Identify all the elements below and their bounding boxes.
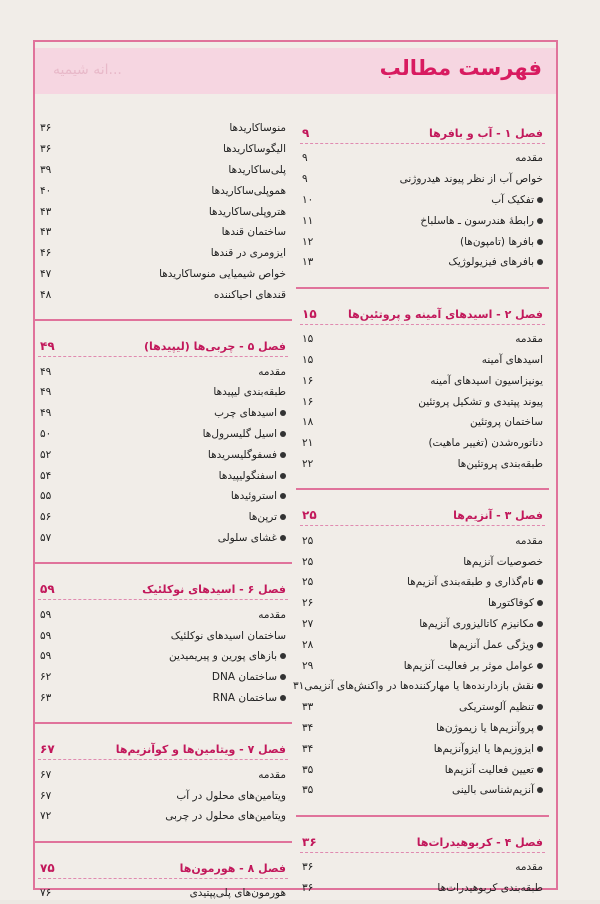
chapter-title: فصل ۷ - ویتامین‌ها و کوآنزیم‌ها (115, 743, 286, 757)
toc-entry-label-wrap (229, 122, 286, 134)
toc-entry-label: یونیزاسیون اسیدهای آمینه (430, 374, 543, 387)
toc-entry-label: رابطهٔ هندرسون ـ هاسلباخ (420, 214, 534, 227)
toc-entry-page: ۵۹ (40, 608, 52, 621)
toc-entry-page: ۹ (302, 152, 308, 165)
bullet-icon (537, 197, 543, 203)
toc-entry-label-wrap (400, 173, 543, 185)
bullet-icon (537, 259, 543, 265)
toc-entry-label-wrap (214, 289, 286, 301)
bullet-icon (537, 663, 543, 669)
toc-entry-label-wrap (452, 784, 543, 796)
chapter-divider (34, 307, 292, 321)
toc-entry-label: استروئیدها (230, 490, 277, 503)
toc-entry-label-wrap (169, 650, 286, 662)
toc-entry[interactable] (38, 465, 288, 486)
toc-entry-label: ساختمان DNA (211, 671, 277, 684)
toc-entry-label-wrap (419, 618, 543, 630)
toc-entry-page: ۶۷ (40, 768, 52, 781)
bullet-icon (537, 579, 543, 585)
chapter-page: ۳۶ (302, 834, 317, 849)
toc-entry-label: نام‌گذاری و طبقه‌بندی آنزیم‌ها (407, 576, 534, 589)
bullet-icon (280, 452, 286, 458)
toc-entry[interactable] (38, 264, 288, 285)
toc-entry-page: ۴۹ (40, 386, 52, 399)
toc-entry-label-wrap (249, 511, 286, 523)
toc-entry[interactable] (38, 667, 288, 688)
chapter-heading[interactable] (38, 574, 288, 600)
toc-entry-label: فسفوگلیسریدها (207, 448, 277, 461)
toc-entry-label-wrap (460, 236, 543, 248)
toc-entry-page: ۲۶ (302, 597, 314, 610)
toc-entry-label-wrap (213, 692, 286, 704)
toc-entry-label: مقدمه (515, 534, 543, 547)
toc-entry-label-wrap (219, 470, 286, 482)
toc-entry[interactable] (300, 759, 545, 780)
toc-entry-label: ترپن‌ها (248, 511, 277, 524)
toc-entry-label: ویتامین‌های محلول در چربی (165, 810, 286, 823)
page-title: فهرست مطالب (379, 56, 542, 80)
toc-entry-label-wrap (223, 143, 286, 155)
toc-entry-page: ۴۳ (40, 205, 52, 218)
toc-entry-label-wrap (437, 882, 543, 894)
toc-entry-page: ۳۶ (40, 122, 52, 135)
chapter-heading[interactable] (38, 331, 288, 357)
toc-entry[interactable] (300, 329, 545, 350)
bullet-icon (537, 746, 543, 752)
bullet-icon (280, 535, 286, 541)
chapter-title: فصل ۴ - کربوهیدرات‌ها (416, 835, 543, 849)
toc-entry[interactable] (38, 646, 288, 667)
toc-entry-label: هورمون‌های پلی‌پپتیدی (189, 887, 286, 900)
toc-entry-label-wrap (214, 407, 286, 419)
toc-entry[interactable] (300, 412, 545, 433)
toc-entry[interactable] (300, 210, 545, 231)
toc-entry-label: خواص شیمیایی منوساکاریدها (159, 267, 286, 280)
toc-entry-page: ۱۶ (302, 374, 314, 387)
toc-entry-label: دناتوره‌شدن (تغییر ماهیت) (428, 437, 543, 450)
toc-entry[interactable] (38, 486, 288, 507)
toc-entry[interactable] (300, 370, 545, 391)
toc-entry-label-wrap (449, 639, 543, 651)
toc-entry-label: طبقه‌بندی لیپیدها (213, 386, 286, 399)
chapter-title: فصل ۲ - اسیدهای آمینه و پروتئین‌ها (347, 307, 543, 321)
toc-entry-label: طبقه‌بندی کربوهیدرات‌ها (437, 881, 543, 894)
toc-entry-label-wrap (428, 437, 543, 449)
toc-entry-page: ۲۹ (302, 659, 314, 672)
toc-entry-label-wrap (211, 185, 286, 197)
chapter-heading[interactable] (300, 500, 545, 526)
toc-entry-page: ۱۰ (302, 193, 314, 206)
toc-entry[interactable] (300, 551, 545, 572)
toc-entry-page: ۱۱ (302, 214, 314, 227)
toc-entry[interactable] (38, 382, 288, 403)
toc-entry-page: ۵۹ (40, 650, 52, 663)
toc-entry-label-wrap (515, 333, 543, 345)
toc-entry-label: خواص آب از نظر پیوند هیدروژنی (399, 173, 543, 186)
toc-entry-label: اسیدهای چرب (214, 407, 277, 420)
chapter-heading[interactable] (38, 853, 288, 879)
toc-entry-label: مقدمه (515, 152, 543, 165)
bullet-icon (537, 787, 543, 793)
toc-entry[interactable] (300, 878, 545, 899)
toc-entry-label-wrap (434, 743, 543, 755)
toc-entry-page: ۵۶ (40, 511, 52, 524)
toc-entry[interactable] (38, 883, 288, 904)
bullet-icon (537, 218, 543, 224)
chapter-page: ۹ (302, 126, 310, 140)
toc-entry-label-wrap (482, 354, 543, 366)
toc-entry-label-wrap (258, 609, 286, 621)
toc-entry-page: ۲۸ (302, 638, 314, 651)
toc-entry[interactable] (38, 806, 288, 827)
toc-entry-page: ۳۴ (302, 721, 314, 734)
toc-entry[interactable] (300, 697, 545, 718)
toc-entry[interactable] (300, 190, 545, 211)
toc-entry-page: ۲۵ (302, 555, 314, 568)
bullet-icon (280, 514, 286, 520)
chapter-title: فصل ۸ - هورمون‌ها (179, 861, 286, 875)
bullet-icon (280, 695, 286, 701)
bullet-icon (280, 431, 286, 437)
toc-entry-page: ۲۱ (302, 437, 314, 450)
toc-entry[interactable] (300, 433, 545, 454)
toc-entry-label-wrap (208, 449, 286, 461)
toc-entry-page: ۲۲ (302, 457, 314, 470)
toc-entry[interactable] (38, 764, 288, 785)
toc-entry-page: ۱۸ (302, 416, 314, 429)
toc-entry[interactable] (38, 243, 288, 264)
chapter-title: فصل ۳ - آنزیم‌ها (453, 509, 543, 523)
toc-entry[interactable] (300, 530, 545, 551)
bullet-icon (280, 653, 286, 659)
bullet-icon (537, 621, 543, 627)
toc-entry-label: خصوصیات آنزیم‌ها (463, 555, 543, 568)
toc-entry-label: تفکیک آب (491, 193, 534, 206)
chapter-heading[interactable] (300, 827, 545, 853)
chapter-page: ۲۵ (302, 508, 317, 523)
toc-entry-page: ۷۶ (40, 887, 52, 900)
toc-entry-label-wrap (418, 396, 543, 408)
toc-entry[interactable] (300, 231, 545, 252)
toc-entry-label-wrap (404, 660, 543, 672)
toc-entry-label: بافرها (تامپون‌ها) (460, 235, 534, 248)
toc-entry-page: ۳۱ (292, 680, 305, 693)
toc-entry-page: ۲۵ (302, 534, 314, 547)
toc-entry-label: ساختمان اسیدهای نوکلئیک (170, 629, 286, 642)
toc-entry-page: ۵۵ (40, 490, 52, 503)
toc-entry-label: ایزوزیم‌ها یا ایزوآنزیم‌ها (433, 742, 534, 755)
bullet-icon (537, 600, 543, 606)
toc-entry-page: ۴۸ (40, 288, 52, 301)
bullet-icon (280, 410, 286, 416)
chapter-page: ۷۵ (40, 860, 55, 875)
toc-entry-label: ساختمان RNA (212, 691, 277, 704)
toc-entry-label: پلی‌ساکاریدها (228, 163, 286, 176)
toc-entry-label: الیگوساکاریدها (223, 143, 286, 156)
toc-header (35, 48, 556, 94)
toc-entry-label-wrap (459, 701, 543, 713)
toc-entry-page: ۴۶ (40, 247, 52, 260)
toc-right-column (292, 118, 545, 898)
toc-entry-label-wrap (171, 630, 286, 642)
toc-entry-label-wrap (407, 576, 543, 588)
toc-entry[interactable] (300, 738, 545, 759)
chapter-divider (296, 803, 549, 817)
toc-entry-label-wrap (515, 861, 543, 873)
toc-entry-label: کوفاکتورها (487, 597, 534, 610)
toc-entry-label-wrap (448, 256, 543, 268)
toc-entry-label: هموپلی‌ساکاریدها (211, 184, 286, 197)
toc-entry-page: ۳۴ (302, 742, 314, 755)
toc-entry-label-wrap (488, 597, 543, 609)
toc-entry[interactable] (38, 528, 288, 549)
toc-entry-label: نقش بازدارنده‌ها یا مهارکننده‌ها در واکنش‌های آنزیمی (304, 680, 534, 693)
toc-entry-label-wrap (222, 226, 286, 238)
chapter-divider (34, 710, 292, 724)
toc-entry-page: ۳۳ (302, 701, 314, 714)
toc-entry[interactable] (38, 625, 288, 646)
toc-entry-page: ۴۰ (40, 184, 52, 197)
toc-entry-page: ۵۹ (40, 629, 52, 642)
toc-entry[interactable] (38, 118, 288, 139)
toc-entry-page: ۹ (302, 173, 308, 186)
header-watermark: ...انه شیمیه (53, 62, 122, 78)
chapter-page: ۱۵ (302, 306, 317, 321)
chapter-title: فصل ۵ - چربی‌ها (لیپیدها) (143, 340, 286, 354)
toc-entry-label-wrap (209, 206, 286, 218)
toc-entry-page: ۴۷ (40, 267, 52, 280)
toc-entry-page: ۳۵ (302, 763, 314, 776)
chapter-heading[interactable] (300, 299, 545, 325)
toc-entry-page: ۴۳ (40, 226, 52, 239)
toc-entry-page: ۱۳ (302, 256, 314, 269)
toc-entry[interactable] (300, 593, 545, 614)
toc-entry[interactable] (300, 572, 545, 593)
chapter-page: ۴۹ (40, 339, 55, 354)
chapter-divider (34, 550, 292, 564)
toc-entry[interactable] (38, 284, 288, 305)
toc-entry-label-wrap (420, 215, 543, 227)
bullet-icon (280, 473, 286, 479)
toc-entry-page: ۴۹ (40, 365, 52, 378)
toc-entry-page: ۵۲ (40, 448, 52, 461)
chapter-heading[interactable] (38, 734, 288, 760)
toc-entry-label-wrap (228, 164, 286, 176)
toc-entry-label: ویژگی عمل آنزیم‌ها (449, 638, 534, 651)
toc-entry[interactable] (38, 604, 288, 625)
bullet-icon (280, 674, 286, 680)
toc-entry[interactable] (300, 634, 545, 655)
chapter-page: ۶۷ (40, 742, 55, 757)
toc-entry-label-wrap (211, 247, 286, 259)
bullet-icon (537, 725, 543, 731)
toc-entry-label-wrap (213, 386, 286, 398)
toc-entry[interactable] (300, 391, 545, 412)
toc-entry[interactable] (38, 139, 288, 160)
toc-entry-page: ۱۵ (302, 333, 314, 346)
chapter-divider (34, 829, 292, 843)
chapter-divider (296, 476, 549, 490)
bullet-icon (537, 239, 543, 245)
toc-entry[interactable] (300, 718, 545, 739)
toc-entry-label-wrap (436, 722, 543, 734)
bullet-icon (537, 683, 543, 689)
toc-entry[interactable] (38, 160, 288, 181)
toc-entry[interactable] (300, 454, 545, 475)
toc-entry-label: بافرهای فیزیولوژیک (448, 256, 534, 269)
toc-entry-label-wrap (430, 375, 543, 387)
toc-entry[interactable] (38, 688, 288, 709)
toc-entry-label: مقدمه (515, 861, 543, 874)
toc-entry-page: ۶۷ (40, 789, 52, 802)
toc-entry[interactable] (38, 361, 288, 382)
toc-entry-label-wrap (515, 152, 543, 164)
toc-entry-label-wrap (159, 268, 286, 280)
toc-entry-label: طبقه‌بندی پروتئین‌ها (457, 457, 543, 470)
toc-entry-page: ۵۰ (40, 427, 52, 440)
toc-entry[interactable] (300, 252, 545, 273)
toc-entry-label-wrap (445, 764, 543, 776)
toc-entry-label-wrap (304, 680, 543, 692)
toc-entry-label-wrap (463, 556, 543, 568)
toc-entry-page: ۱۶ (302, 395, 314, 408)
toc-entry[interactable] (300, 350, 545, 371)
toc-entry-page: ۲۷ (302, 617, 314, 630)
toc-entry-label-wrap (458, 458, 543, 470)
toc-entry-page: ۳۵ (302, 784, 314, 797)
toc-entry-page: ۵۷ (40, 531, 52, 544)
toc-entry-page: ۳۶ (40, 143, 52, 156)
toc-entry-label-wrap (212, 671, 286, 683)
toc-entry-label: ایزومری در قندها (210, 247, 286, 260)
toc-entry-page: ۱۲ (302, 235, 314, 248)
toc-entry-label: بازهای پورین و پیریمیدین (168, 650, 277, 663)
toc-entry[interactable] (38, 201, 288, 222)
chapter-title: فصل ۱ - آب و بافرها (428, 127, 543, 140)
toc-entry-label-wrap (231, 490, 286, 502)
toc-entry[interactable] (300, 148, 545, 169)
toc-entry-label-wrap (165, 810, 286, 822)
bullet-icon (537, 642, 543, 648)
toc-entry-label-wrap (515, 535, 543, 547)
toc-entry-label: تنظیم آلوستریکی (459, 701, 534, 714)
toc-entry-label: پروآنزیم‌ها یا زیموژن‌ها (436, 721, 534, 734)
toc-entry-label: اسفنگولیپیدها (218, 469, 277, 482)
toc-entry-label: منوساکاریدها (229, 122, 286, 135)
toc-entry-page: ۳۶ (302, 881, 314, 894)
bullet-icon (280, 493, 286, 499)
toc-entry-label-wrap (176, 790, 286, 802)
toc-entry[interactable] (38, 403, 288, 424)
chapter-title: فصل ۶ - اسیدهای نوکلئیک (142, 583, 286, 597)
toc-entry-page: ۶۲ (40, 671, 52, 684)
toc-entry[interactable] (300, 655, 545, 676)
toc-entry[interactable] (292, 676, 545, 697)
toc-entry-page: ۳۹ (40, 163, 52, 176)
toc-entry[interactable] (300, 780, 545, 801)
toc-entry-label: مقدمه (258, 768, 286, 781)
toc-entry-label: ویتامین‌های محلول در آب (176, 789, 286, 802)
toc-entry-label: مقدمه (258, 608, 286, 621)
toc-entry-label: مقدمه (258, 365, 286, 378)
toc-entry-label: اسیدهای آمینه (481, 353, 543, 366)
chapter-page: ۵۹ (40, 582, 55, 597)
toc-entry-label: آنزیم‌شناسی بالینی (451, 784, 534, 797)
toc-entry-label: پیوند پپتیدی و تشکیل پروتئین (418, 395, 543, 408)
toc-entry-label-wrap (203, 428, 286, 440)
toc-entry[interactable] (38, 785, 288, 806)
toc-entry-page: ۷۲ (40, 810, 52, 823)
toc-entry[interactable] (38, 180, 288, 201)
bullet-icon (537, 704, 543, 710)
toc-entry-label: ساختمان پروتئین (469, 416, 543, 429)
toc-entry-label: تعیین فعالیت آنزیم‌ها (444, 763, 534, 776)
toc-entry-label: عوامل موثر بر فعالیت آنزیم‌ها (403, 659, 534, 672)
toc-entry-page: ۳۶ (302, 861, 314, 874)
toc-entry-page: ۱۵ (302, 353, 314, 366)
toc-entry[interactable] (38, 444, 288, 465)
toc-entry-label: مقدمه (515, 333, 543, 346)
toc-entry-page: ۶۳ (40, 691, 52, 704)
toc-entry-label: قندهای احیاکننده (213, 288, 286, 301)
toc-entry-label-wrap (258, 769, 286, 781)
toc-entry-label: اسیل گلیسرول‌ها (202, 427, 277, 440)
toc-entry-label-wrap (218, 532, 286, 544)
chapter-heading[interactable] (300, 118, 545, 144)
toc-entry-page: ۲۵ (302, 576, 314, 589)
toc-entry[interactable] (300, 857, 545, 878)
toc-entry-label-wrap (258, 366, 286, 378)
toc-entry-label: هتروپلی‌ساکاریدها (208, 205, 286, 218)
toc-entry[interactable] (300, 169, 545, 190)
toc-entry[interactable] (38, 424, 288, 445)
toc-entry[interactable] (300, 614, 545, 635)
toc-left-column (38, 118, 288, 904)
toc-entry[interactable] (38, 222, 288, 243)
toc-entry-label: غشای سلولی (217, 531, 277, 544)
toc-entry-label-wrap (470, 416, 543, 428)
toc-entry-label: مکانیزم کاتالیزوری آنزیم‌ها (419, 617, 534, 630)
toc-entry-page: ۵۴ (40, 469, 52, 482)
toc-entry[interactable] (38, 507, 288, 528)
chapter-divider (296, 275, 549, 289)
bullet-icon (537, 767, 543, 773)
toc-entry-label: ساختمان قندها (221, 226, 286, 239)
toc-entry-page: ۴۹ (40, 407, 52, 420)
toc-entry-label-wrap (491, 194, 543, 206)
toc-entry-label-wrap (190, 887, 286, 899)
